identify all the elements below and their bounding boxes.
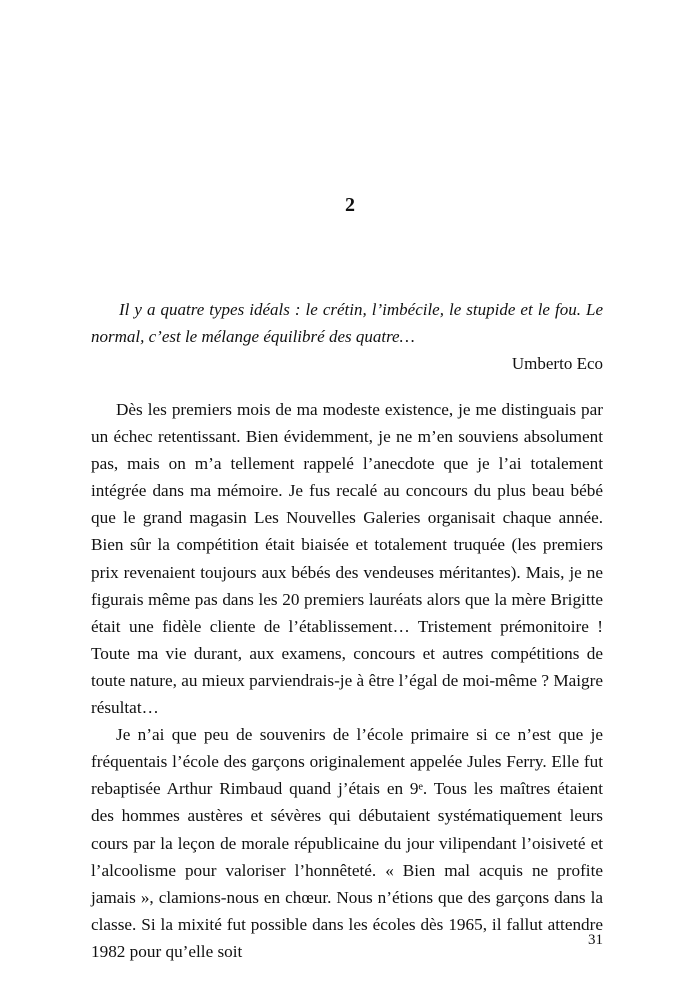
chapter-number: 2 — [345, 194, 355, 216]
body-text — [91, 396, 603, 965]
epigraph-author: Umberto Eco — [511, 354, 603, 373]
paragraph: Je n’ai que peu de souvenirs de l’école primaire si ce n’est que je fréquentais l’école des garçons originalement appelée Jules Ferry. Elle fut rebaptisée Arthur Rimbaud quand j’étais en 9ᵉ. Tous les maîtres étaient des hommes austères et sévères qui débutaient systématiquement leurs cours par la leçon de morale républicaine du jour vilipendant l’oisiveté et l’alcoolisme pour valoriser l’honnêteté. « Bien mal acquis ne profite jamais », clamions-nous en chœur. Nous n’étions que des garçons dans la classe. Si la mixité fut possible dans les écoles dès 1965, il fallut attendre 1982 pour qu’elle soit — [91, 725, 603, 961]
epigraph-quote: Il y a quatre types idéals : le crétin, l’imbécile, le stupide et le fou. Le normal, c’est le mélange équilibré des quatre… — [91, 300, 603, 346]
paragraph: Dès les premiers mois de ma modeste existence, je me distinguais par un échec retentissant. Bien évidemment, je ne m’en souviens absolument pas, mais on m’a tellement rappelé l’anecdote que je l’ai totalement intégrée dans ma mémoire. Je fus recalé au concours du plus beau bébé que le grand magasin Les Nouvelles Galeries organisait chaque année. Bien sûr la compétition était biaisée et totalement truquée (les premiers prix revenaient toujours aux bébés des vendeuses méritantes). Mais, je ne figurais même pas dans les 20 premiers lauréats alors que la mère Brigitte était une fidèle cliente de l’établissement… Tristement prémonitoire ! Toute ma vie durant, aux examens, concours et autres compétitions de toute nature, au mieux parviendrais-je à être l’égal de moi-même ? Maigre résultat… — [91, 400, 603, 718]
epigraph — [91, 296, 603, 377]
page-number: 31 — [588, 932, 603, 948]
